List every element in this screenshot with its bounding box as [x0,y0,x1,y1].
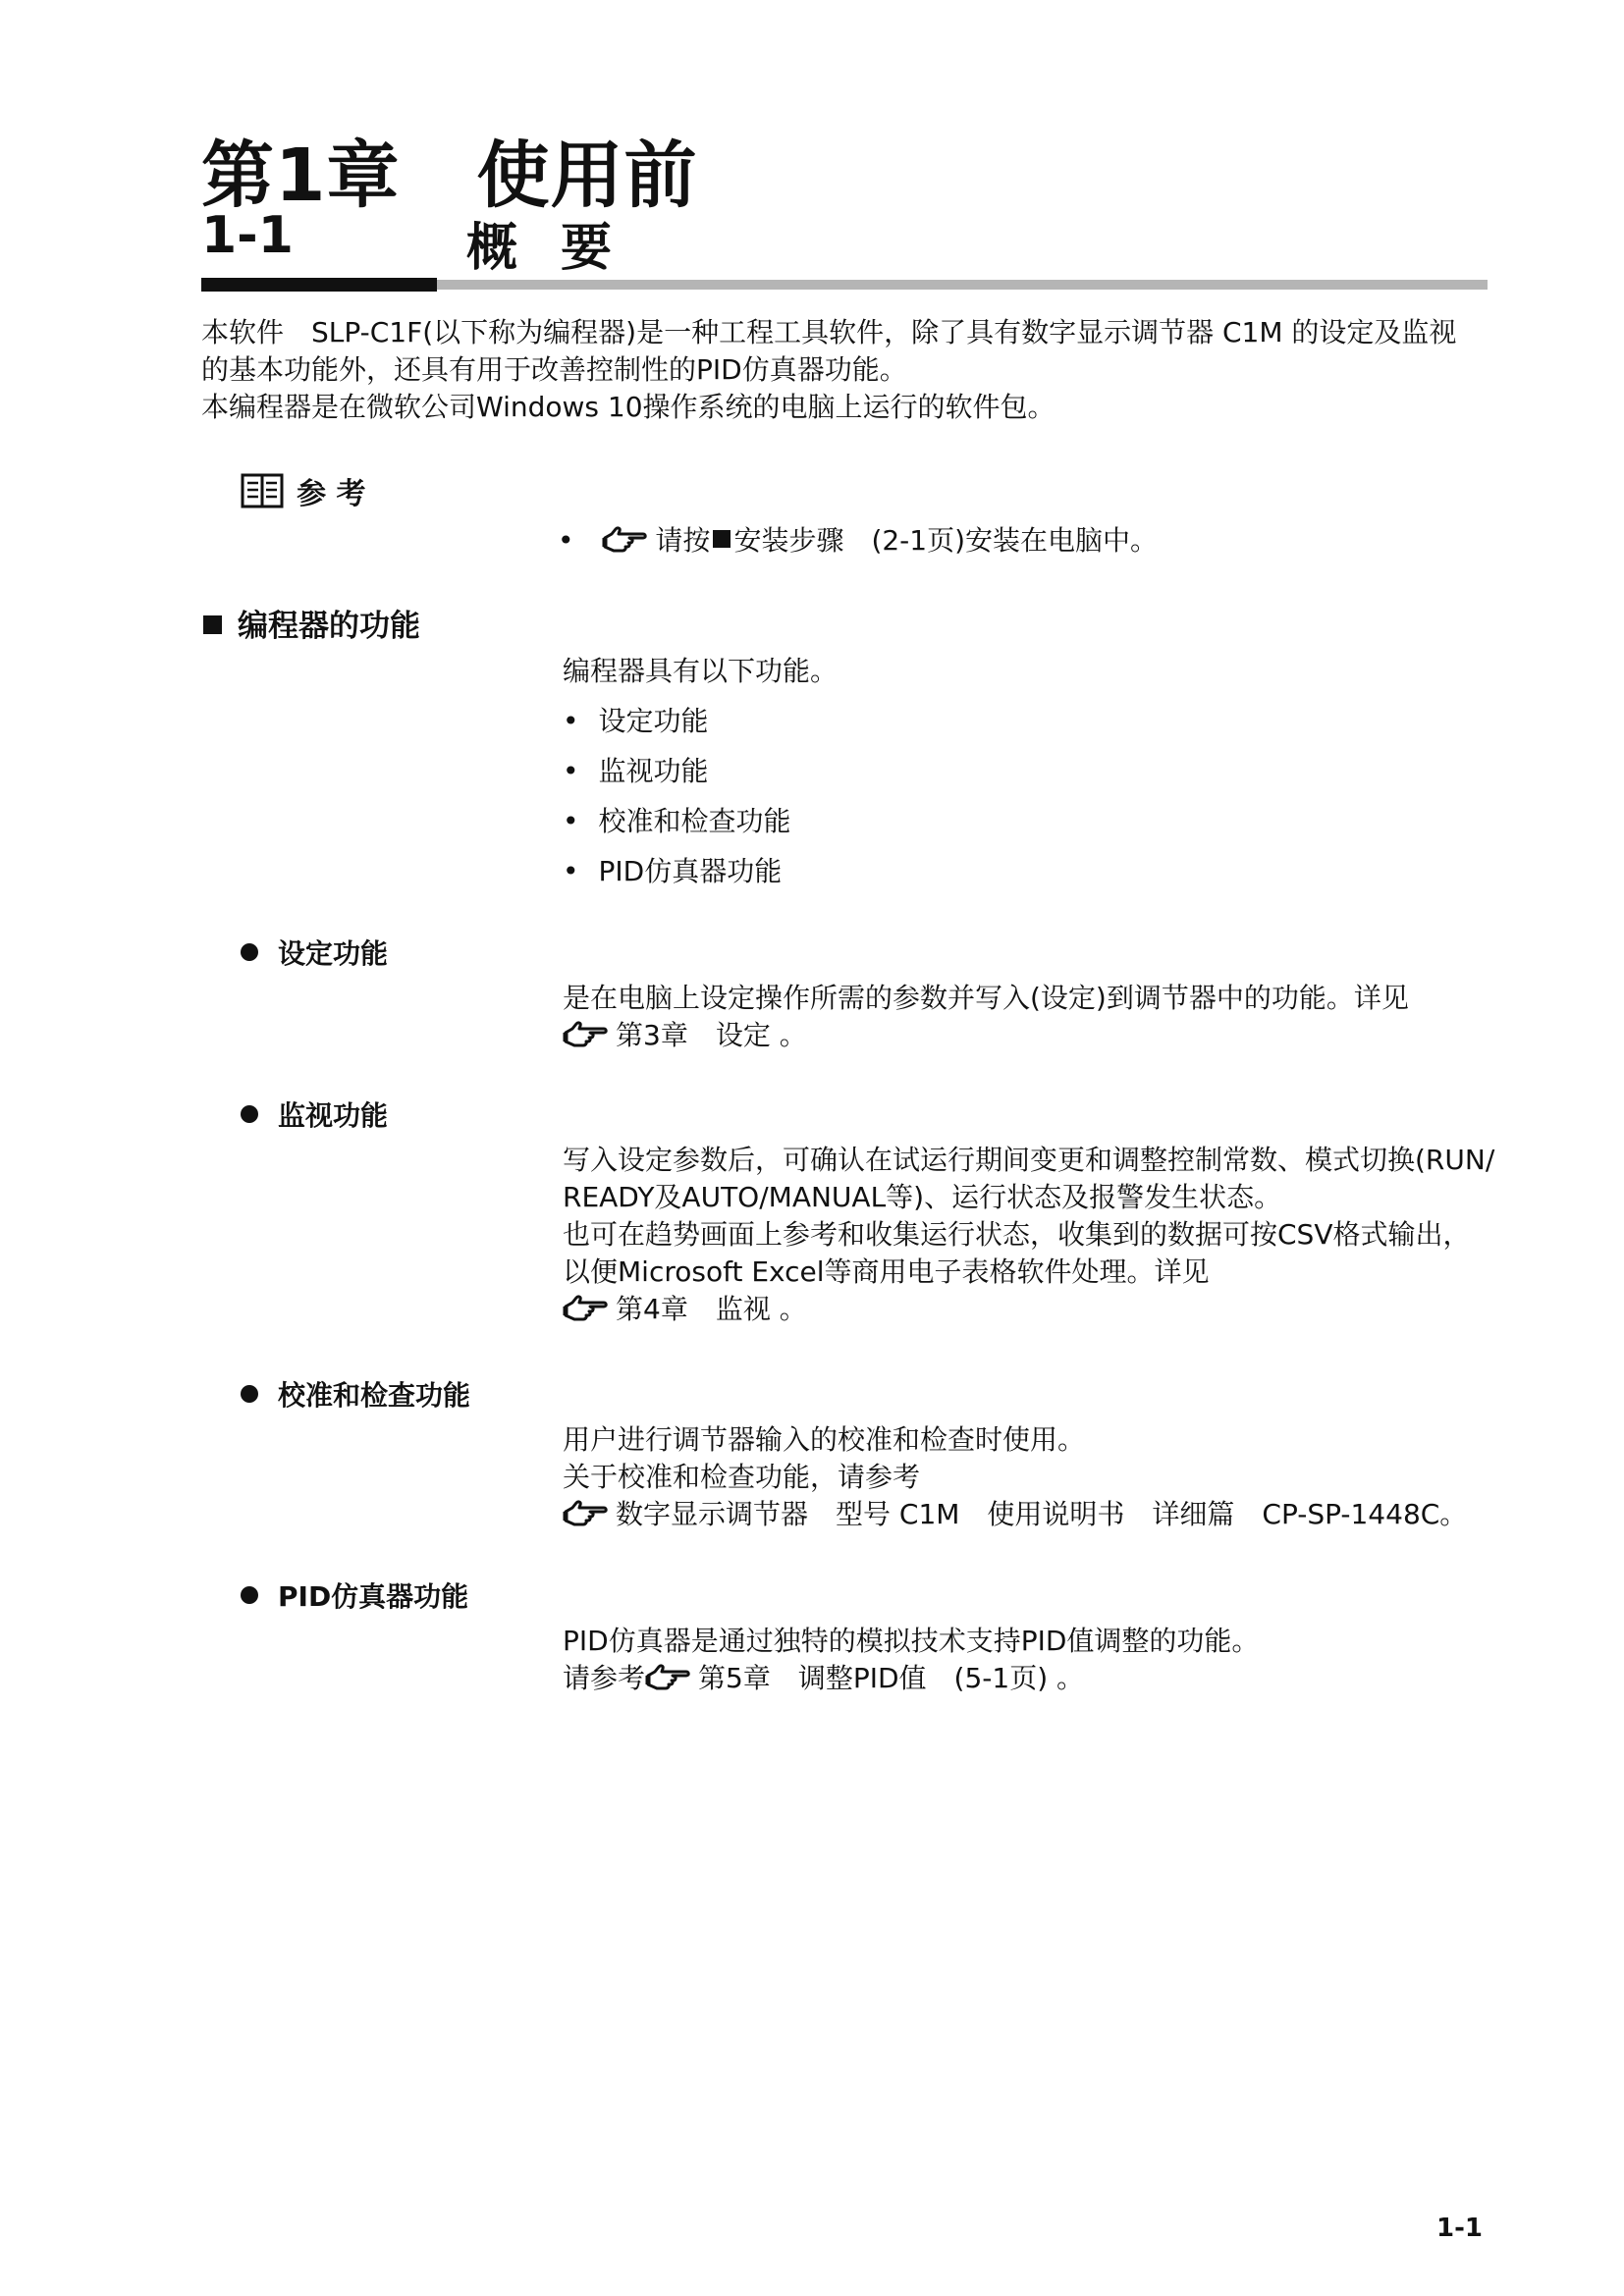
list-item: • PID仿真器功能 [563,855,783,887]
pointing-hand-icon [563,1294,610,1321]
bullet-dot-icon [241,1385,258,1403]
square-bullet-icon [713,530,731,548]
pointing-hand-icon [563,1020,610,1047]
cross-reference[interactable]: 数字显示调节器 型号 C1M 使用说明书 详细篇 CP-SP-1448C。 [563,1496,1495,1533]
book-icon [241,471,284,510]
intro-line: 本软件 SLP-C1F(以下称为编程器)是一种工程工具软件，除了具有数字显示调节器 C1M 的设定及监视 [201,316,1457,348]
square-bullet-icon [203,615,222,634]
subsection-heading: 设定功能 [241,933,388,972]
bullet-dot-icon [241,1105,258,1123]
section-heading [201,206,656,278]
reference-text: 请按 [655,524,711,557]
bullet: • [558,524,574,557]
reference-item [558,522,1158,560]
chapter-label: 第1章 [201,133,401,218]
subsection-heading: 校准和检查功能 [241,1374,470,1414]
reference-link[interactable]: 安装步骤 (2-1页)安装在电脑中。 [733,524,1159,557]
intro-line: 的基本功能外，还具有用于改善控制性的PID仿真器功能。 [201,353,907,386]
heading-rule-gray [437,280,1488,290]
pointing-hand-icon [645,1663,692,1690]
features-heading-text: 编程器的功能 [238,609,420,644]
chapter-title: 使用前 [476,133,698,218]
pointing-hand-icon [602,525,649,553]
reference-heading [241,469,366,510]
section-number: 1-1 [201,206,294,265]
bullet-dot-icon [241,943,258,961]
cross-reference[interactable]: 第4章 监视 。 [563,1291,1495,1328]
cross-reference[interactable]: 第3章 设定 。 [563,1017,1495,1054]
subsection-body: 写入设定参数后，可确认在试运行期间变更和调整控制常数、模式切换(RUN/ READY及AUTO/MANUAL等)、运行状态及报警发生状态。 也可在趋势画面上参考和收集运行状态，收集到的数据可按CSV格式输出， 以便Microsoft Excel等商用电子表格软件处理。详见 第4章 监视 。 [563,1142,1495,1328]
features-heading [203,601,420,645]
reference-heading-text: 参 考 [297,477,366,511]
page-number: 1-1 [1436,2214,1483,2243]
intro-paragraph [201,314,1497,426]
subsection-body: 是在电脑上设定操作所需的参数并写入(设定)到调节器中的功能。详见 第3章 设定 。 [563,980,1495,1054]
list-item: • 监视功能 [563,755,709,787]
list-item: • 设定功能 [563,705,709,737]
list-item: • 校准和检查功能 [563,805,791,837]
pointing-hand-icon [563,1499,610,1526]
subsection-heading: 监视功能 [241,1095,388,1134]
subsection-heading: PID仿真器功能 [241,1575,468,1615]
cross-reference[interactable]: 请参考 第5章 调整PID值 (5-1页) 。 [563,1662,1085,1694]
heading-rule-dark [201,278,437,292]
section-title: 概要 [466,219,656,278]
features-list [563,653,1495,890]
subsection-body: PID仿真器是通过独特的模拟技术支持PID值调整的功能。 请参考 第5章 调整PID值 (5-1页) 。 [563,1623,1495,1697]
features-lead: 编程器具有以下功能。 [563,655,839,687]
subsection-body: 用户进行调节器输入的校准和检查时使用。 关于校准和检查功能，请参考 数字显示调节器 型号 C1M 使用说明书 详细篇 CP-SP-1448C。 [563,1421,1495,1533]
bullet-dot-icon [241,1586,258,1604]
intro-line: 本编程器是在微软公司Windows 10操作系统的电脑上运行的软件包。 [201,391,1056,423]
